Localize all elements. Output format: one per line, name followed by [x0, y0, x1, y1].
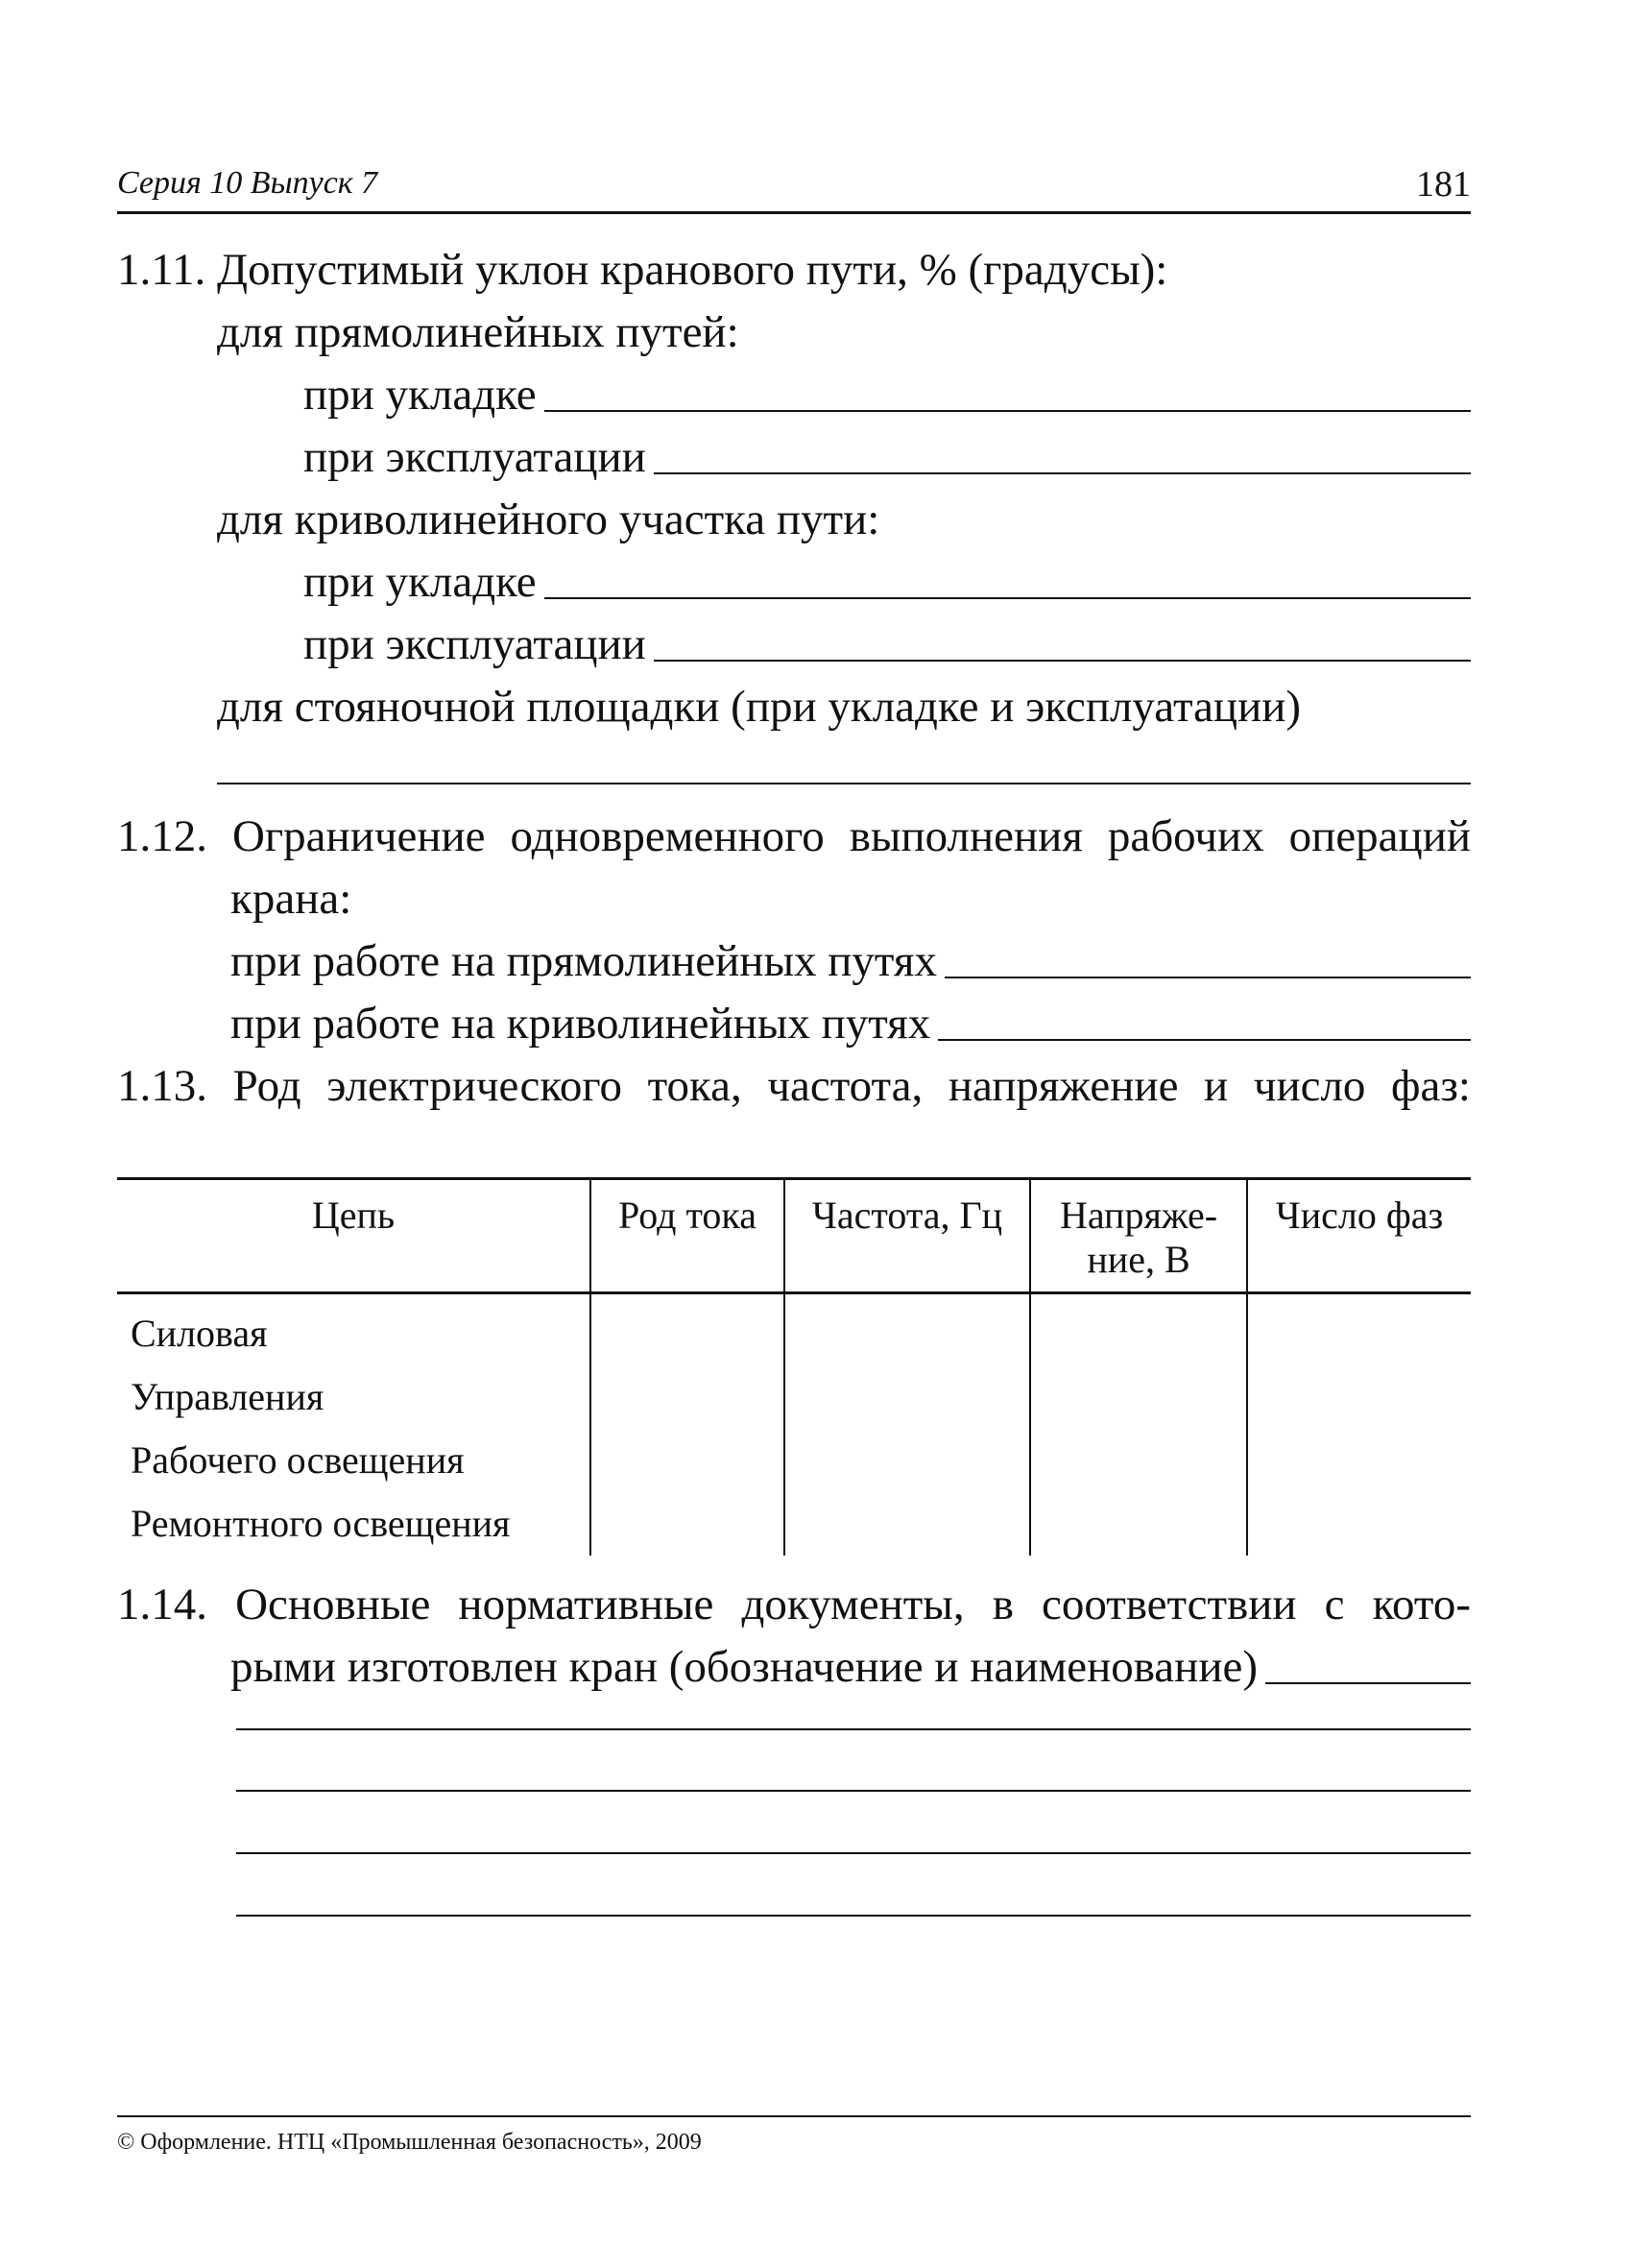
header-rule	[117, 211, 1471, 214]
limit-straight-blank[interactable]	[945, 977, 1471, 978]
documents-row	[230, 1642, 1471, 1692]
straight-laying-row	[303, 370, 1471, 420]
row-label: Силовая	[131, 1312, 268, 1355]
table-cell[interactable]	[1030, 1492, 1247, 1556]
table-row	[117, 1365, 1471, 1429]
table-cell[interactable]	[1247, 1429, 1471, 1492]
documents-blank-line[interactable]	[236, 1852, 1471, 1854]
table-header-row	[117, 1179, 1471, 1293]
curved-operation-label: при эксплуатации	[303, 619, 646, 669]
limit-straight-label: при работе на прямолинейных путях	[230, 936, 937, 986]
straight-laying-label: при укладке	[303, 370, 537, 420]
documents-blank-line[interactable]	[236, 1790, 1471, 1792]
table-cell[interactable]	[1030, 1429, 1247, 1492]
table-cell[interactable]	[784, 1492, 1030, 1556]
limit-curved-blank[interactable]	[938, 1039, 1471, 1041]
curved-laying-row	[303, 557, 1471, 607]
straight-operation-label: при эксплуатации	[303, 432, 646, 482]
copyright-footer: © Оформление. НТЦ «Промышленная безопасность», 2009	[117, 2130, 702, 2155]
limit-curved-label: при работе на криволинейных путях	[230, 999, 931, 1049]
table-cell[interactable]	[1247, 1365, 1471, 1429]
table-cell[interactable]	[590, 1492, 784, 1556]
curved-laying-label: при укладке	[303, 557, 537, 607]
row-label: Ремонтного освещения	[131, 1502, 511, 1545]
curved-laying-blank[interactable]	[544, 597, 1471, 599]
table-cell[interactable]	[590, 1365, 784, 1429]
table-cell[interactable]	[1247, 1293, 1471, 1366]
table-row	[117, 1429, 1471, 1492]
table-cell[interactable]	[784, 1429, 1030, 1492]
header-voltage	[1030, 1179, 1247, 1293]
table-cell[interactable]	[590, 1429, 784, 1492]
table-row	[117, 1492, 1471, 1556]
row-label: Управления	[131, 1375, 324, 1418]
section-1-14-title-cont: рыми изготовлен кран (обозначение и наименование)	[230, 1642, 1258, 1692]
straight-operation-row	[303, 432, 1471, 482]
limit-straight-row	[230, 936, 1471, 986]
section-1-11-parking: для стояночной площадки (при укладке и эксплуатации)	[217, 682, 1302, 732]
page-header	[117, 165, 1471, 211]
documents-blank[interactable]	[1265, 1682, 1471, 1684]
table-cell[interactable]	[1247, 1492, 1471, 1556]
straight-operation-blank[interactable]	[654, 472, 1471, 474]
series-label: Серия 10 Выпуск 7	[117, 165, 378, 201]
table-cell[interactable]	[1030, 1365, 1247, 1429]
table-cell[interactable]	[784, 1293, 1030, 1366]
section-1-14-title: 1.14. Основные нормативные документы, в соответствии с кото-	[117, 1580, 1471, 1629]
section-1-12-title-cont: крана:	[230, 874, 352, 924]
parking-blank[interactable]	[217, 783, 1471, 784]
page-number: 181	[1416, 164, 1471, 205]
header-current-type: Род тока	[590, 1179, 784, 1293]
documents-blank-line[interactable]	[236, 1728, 1471, 1730]
section-1-12-title: 1.12. Ограничение одновременного выполнения рабочих операций	[117, 811, 1471, 861]
header-voltage-line2: ние, В	[1087, 1238, 1190, 1281]
row-label: Рабочего освещения	[131, 1438, 465, 1482]
table-row	[117, 1293, 1471, 1366]
table-cell[interactable]	[784, 1365, 1030, 1429]
limit-curved-row	[230, 1001, 1471, 1047]
curved-operation-row	[303, 619, 1471, 669]
section-1-11-straight: для прямолинейных путей:	[217, 307, 739, 357]
section-1-11-curved: для криволинейного участка пути:	[217, 495, 880, 544]
header-circuit: Цепь	[117, 1179, 590, 1293]
section-1-13-title: 1.13. Род электрического тока, частота, напряжение и число фаз:	[117, 1061, 1471, 1111]
electric-table	[117, 1177, 1471, 1556]
curved-operation-blank[interactable]	[654, 660, 1471, 662]
table-cell[interactable]	[1030, 1293, 1247, 1366]
header-voltage-line1: Напряже-	[1059, 1194, 1218, 1237]
table-cell[interactable]	[590, 1293, 784, 1366]
footer-rule	[117, 2115, 1471, 2117]
header-phases: Число фаз	[1247, 1179, 1471, 1293]
section-1-11-title: 1.11. Допустимый уклон кранового пути, % (градусы):	[117, 245, 1168, 295]
documents-blank-line[interactable]	[236, 1915, 1471, 1917]
header-frequency: Частота, Гц	[784, 1179, 1030, 1293]
straight-laying-blank[interactable]	[544, 410, 1471, 412]
